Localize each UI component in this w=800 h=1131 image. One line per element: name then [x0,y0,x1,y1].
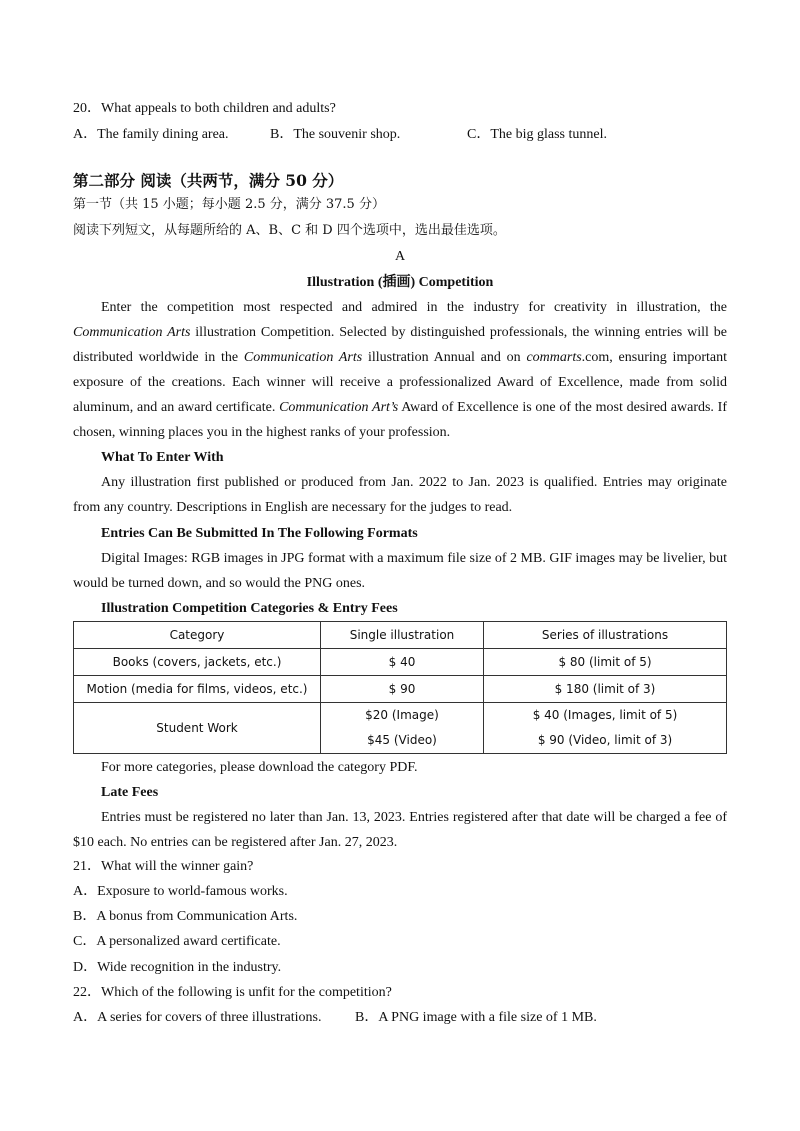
late-text: Entries must be registered no later than Jan. 13, 2023. Entries registered after that date will be charged a fee of $10 each. No entries can be registered after Jan. 27, 2023. [73,810,727,850]
instructions: 阅读下列短文，从每题所给的 A、B、C 和 D 四个选项中，选出最佳选项。 [73,223,506,238]
category-cell: Student Work [74,703,321,754]
q20-option-a: A．The family dining area. [73,127,229,142]
single-video: $45 (Video) [367,733,437,747]
single-cell: $ 40 [321,649,484,676]
q20-option-c: C．The big glass tunnel. [467,127,607,142]
table-heading: Illustration Competition Categories & Entry Fees [101,601,398,616]
q22-option-a: A．A series for covers of three illustrations. [73,1010,322,1025]
q20-option-b: B．The souvenir shop. [270,127,401,142]
table-row [74,676,727,703]
q21-option-a: A．Exposure to world-famous works. [73,884,288,899]
enter-text: Any illustration first published or produced from Jan. 2022 to Jan. 2023 is qualified. Entries may originate from any country. Descriptions in English are necessary for the judges to read. [73,475,727,515]
table-row [74,703,727,754]
formats-text: Digital Images: RGB images in JPG format with a maximum file size of 2 MB. GIF images may be livelier, but would be turned down, and so would the PNG ones. [73,551,727,591]
section-heading: 第一节（共 15 小题；每小题 2.5 分，满分 37.5 分） [73,197,385,212]
passage-letter: A [394,249,406,264]
series-cell [484,703,727,754]
header-cell: Single illustration [321,622,484,649]
intro-paragraph: Enter the competition most respected and admired in the industry for creativity in illustration, the Communication Arts illustration Competition. Selected by distinguished professionals, the winning entries will be distributed worldwide in the Communication Arts illustration Annual and on commarts.com, ensuring important exposure of the creations. Each winner will receive a professionalized Award of Excellence, made from solid aluminum, and an award certificate. Communication Art’s Award of Excellence is one of the most desired awards. If chosen, winning places you in the highest ranks of your profession. [73,300,728,440]
single-image: $20 (Image) [365,708,439,722]
passage-title: Illustration (插画) Competition [306,275,494,290]
q21-question: 21．What will the winner gain? [73,859,254,874]
q21-option-c: C．A personalized award certificate. [73,934,281,949]
q21-option-b: B．A bonus from Communication Arts. [73,909,298,924]
series-images: $ 40 (Images, limit of 5) [532,708,678,722]
table-row [74,649,727,676]
enter-heading: What To Enter With [101,450,224,465]
header-cell: Series of illustrations [484,622,727,649]
series-video: $ 90 (Video, limit of 3) [537,733,673,747]
q20-question: 20．What appeals to both children and adults? [73,101,336,116]
single-cell [321,703,484,754]
q21-option-d: D．Wide recognition in the industry. [73,960,282,975]
header-cell: Category [74,622,321,649]
formats-heading: Entries Can Be Submitted In The Following Formats [101,526,418,541]
part-heading: 第二部分 阅读（共两节，满分 50 分） [73,171,344,190]
series-cell: $ 80 (limit of 5) [484,649,727,676]
table-header-row [74,622,727,649]
q22-option-b: B．A PNG image with a file size of 1 MB. [355,1010,597,1025]
q22-question: 22．Which of the following is unfit for the competition? [73,985,392,1000]
single-cell: $ 90 [321,676,484,703]
series-cell: $ 180 (limit of 3) [484,676,727,703]
category-cell: Books (covers, jackets, etc.) [74,649,321,676]
more-categories: For more categories, please download the category PDF. [101,760,418,775]
category-cell: Motion (media for films, videos, etc.) [74,676,321,703]
fees-table [73,621,727,754]
late-heading: Late Fees [101,785,159,800]
